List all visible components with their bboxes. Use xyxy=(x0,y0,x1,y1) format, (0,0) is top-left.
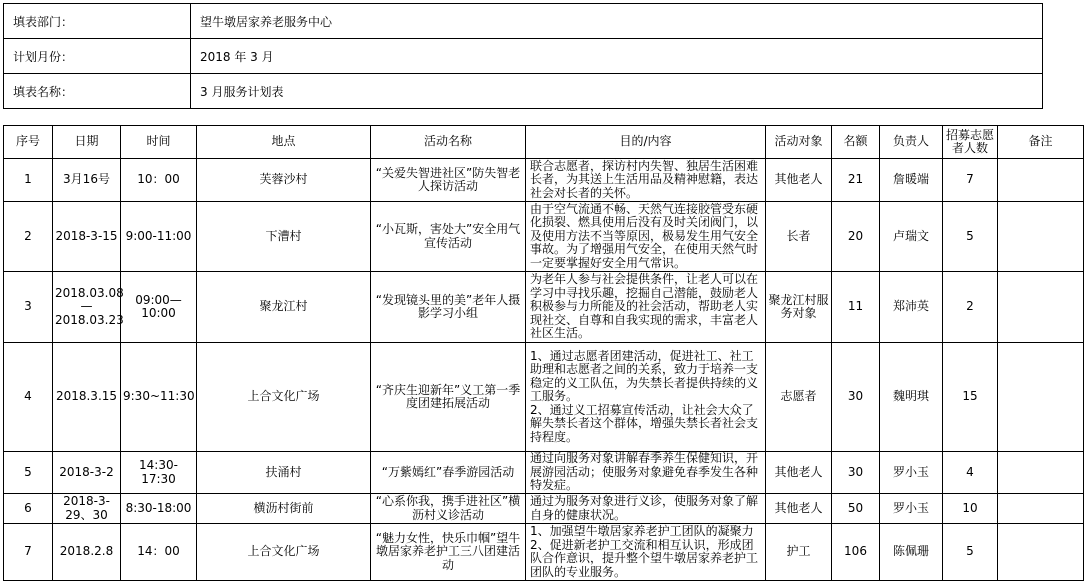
cell-remarks xyxy=(998,494,1084,524)
cell-activity: “小瓦斯，害处大”安全用气宣传活动 xyxy=(371,202,526,272)
col-header-purpose: 目的/内容 xyxy=(526,126,766,159)
cell-date: 2018.03.08—2018.03.23 xyxy=(53,272,121,343)
plan-month-value: 2018 年 3 月 xyxy=(191,39,1043,74)
cell-quota: 30 xyxy=(832,343,880,452)
table-row xyxy=(4,524,1084,581)
cell-seq: 7 xyxy=(4,524,53,581)
cell-owner: 罗小玉 xyxy=(880,452,943,494)
cell-purpose xyxy=(526,524,766,581)
purpose-line: 2、通过义工招募宣传活动，让社会大众了解失禁长者这个群体，增强失禁长者社会支持程度。 xyxy=(530,402,759,444)
cell-volunteers: 5 xyxy=(943,202,998,272)
cell-place: 芙蓉沙村 xyxy=(197,159,371,202)
cell-place: 横沥村街前 xyxy=(197,494,371,524)
col-header-time: 时间 xyxy=(121,126,197,159)
table-row xyxy=(4,494,1084,524)
header-row-month xyxy=(4,39,1043,74)
col-header-remarks: 备注 xyxy=(998,126,1084,159)
cell-remarks xyxy=(998,202,1084,272)
cell-time: 8:30-18:00 xyxy=(121,494,197,524)
cell-remarks xyxy=(998,343,1084,452)
cell-date: 2018.3.15 xyxy=(53,343,121,452)
service-plan-table xyxy=(3,125,1084,581)
cell-owner: 陈佩珊 xyxy=(880,524,943,581)
cell-date: 2018.2.8 xyxy=(53,524,121,581)
cell-target: 其他老人 xyxy=(766,494,832,524)
table-row xyxy=(4,159,1084,202)
cell-time: 9:30~11:30 xyxy=(121,343,197,452)
cell-target: 其他老人 xyxy=(766,452,832,494)
cell-quota: 11 xyxy=(832,272,880,343)
cell-volunteers: 15 xyxy=(943,343,998,452)
cell-volunteers: 4 xyxy=(943,452,998,494)
header-row-department xyxy=(4,4,1043,39)
cell-owner: 魏明琪 xyxy=(880,343,943,452)
form-name-value: 3 月服务计划表 xyxy=(191,74,1043,109)
cell-date: 2018-3-29、30 xyxy=(53,494,121,524)
cell-place: 下漕村 xyxy=(197,202,371,272)
col-header-seq: 序号 xyxy=(4,126,53,159)
form-header xyxy=(3,3,1043,109)
cell-target: 护工 xyxy=(766,524,832,581)
cell-date: 3月16号 xyxy=(53,159,121,202)
header-row-name xyxy=(4,74,1043,109)
cell-remarks xyxy=(998,272,1084,343)
cell-purpose: 联合志愿者，探访村内失智、独居生活困难长者，为其送上生活用品及精神慰籍，表达社会对长者的关怀。 xyxy=(526,159,766,202)
department-value: 望牛墩居家养老服务中心 xyxy=(191,4,1043,39)
cell-volunteers: 2 xyxy=(943,272,998,343)
cell-seq: 3 xyxy=(4,272,53,343)
cell-activity: “齐庆生迎新年”义工第一季度团建拓展活动 xyxy=(371,343,526,452)
cell-target: 长者 xyxy=(766,202,832,272)
department-label: 填表部门： xyxy=(4,4,191,39)
cell-seq: 4 xyxy=(4,343,53,452)
cell-seq: 6 xyxy=(4,494,53,524)
cell-place: 上合文化广场 xyxy=(197,343,371,452)
cell-seq: 1 xyxy=(4,159,53,202)
cell-remarks xyxy=(998,159,1084,202)
cell-quota: 30 xyxy=(832,452,880,494)
col-header-place: 地点 xyxy=(197,126,371,159)
col-header-date: 日期 xyxy=(53,126,121,159)
cell-remarks xyxy=(998,524,1084,581)
table-row xyxy=(4,272,1084,343)
table-header-row xyxy=(4,126,1084,159)
purpose-line: 2、促进新老护工交流和相互认识，形成团队合作意识，提升整个望牛墩居家养老护工团队的专业服务。 xyxy=(530,537,759,579)
cell-time: 9:00-11:00 xyxy=(121,202,197,272)
cell-seq: 2 xyxy=(4,202,53,272)
cell-purpose: 通过向服务对象讲解春季养生保健知识，开展游园活动；使服务对象避免春季发生各种特发症。 xyxy=(526,452,766,494)
col-header-target: 活动对象 xyxy=(766,126,832,159)
cell-activity: “魅力女性，快乐巾帼”望牛墩居家养老护工三八团建活动 xyxy=(371,524,526,581)
cell-place: 聚龙江村 xyxy=(197,272,371,343)
cell-quota: 50 xyxy=(832,494,880,524)
purpose-line: 1、加强望牛墩居家养老护工团队的凝聚力 xyxy=(530,524,754,538)
col-header-volunteers: 招募志愿者人数 xyxy=(943,126,998,159)
col-header-activity: 活动名称 xyxy=(371,126,526,159)
cell-purpose: 由于空气流通不畅、天然气连接胶管受东硬化损裂、燃具使用后没有及时关闭阀门，以及使用方法不当等原因，极易发生用气安全事故。为了增强用气安全，在使用天然气时一定要掌握好安全用气常识。 xyxy=(526,202,766,272)
cell-quota: 20 xyxy=(832,202,880,272)
cell-owner: 郑沛英 xyxy=(880,272,943,343)
cell-activity: “关爱失智进社区”防失智老人探访活动 xyxy=(371,159,526,202)
cell-place: 扶涌村 xyxy=(197,452,371,494)
cell-owner: 卢瑞文 xyxy=(880,202,943,272)
cell-volunteers: 5 xyxy=(943,524,998,581)
cell-volunteers: 7 xyxy=(943,159,998,202)
table-row xyxy=(4,452,1084,494)
cell-target: 志愿者 xyxy=(766,343,832,452)
cell-activity: “心系你我，携手进社区”横沥村义诊活动 xyxy=(371,494,526,524)
purpose-line: 1、通过志愿者团建活动，促进社工、社工助理和志愿者之间的关系，致力于培养一支稳定的义工队伍，为失禁长者提供持续的义工服务。 xyxy=(530,348,759,404)
table-row xyxy=(4,202,1084,272)
cell-activity: “发现镜头里的美”老年人摄影学习小组 xyxy=(371,272,526,343)
cell-volunteers: 10 xyxy=(943,494,998,524)
table-row xyxy=(4,343,1084,452)
col-header-owner: 负责人 xyxy=(880,126,943,159)
cell-owner: 罗小玉 xyxy=(880,494,943,524)
cell-remarks xyxy=(998,452,1084,494)
col-header-quota: 名额 xyxy=(832,126,880,159)
cell-time: 10：00 xyxy=(121,159,197,202)
cell-time: 14：00 xyxy=(121,524,197,581)
cell-quota: 21 xyxy=(832,159,880,202)
cell-purpose xyxy=(526,343,766,452)
cell-owner: 詹暖端 xyxy=(880,159,943,202)
cell-date: 2018-3-2 xyxy=(53,452,121,494)
cell-seq: 5 xyxy=(4,452,53,494)
cell-time: 14:30-17:30 xyxy=(121,452,197,494)
cell-target: 其他老人 xyxy=(766,159,832,202)
plan-month-label: 计划月份： xyxy=(4,39,191,74)
cell-purpose: 为老年人参与社会提供条件，让老人可以在学习中寻找乐趣，挖掘自己潜能，鼓励老人积极参与力所能及的社会活动，帮助老人实现社交、自尊和自我实现的需求，丰富老人社区生活。 xyxy=(526,272,766,343)
form-name-label: 填表名称： xyxy=(4,74,191,109)
cell-target: 聚龙江村服务对象 xyxy=(766,272,832,343)
cell-quota: 106 xyxy=(832,524,880,581)
cell-time: 09:00—10:00 xyxy=(121,272,197,343)
cell-place: 上合文化广场 xyxy=(197,524,371,581)
cell-purpose: 通过为服务对象进行义诊，使服务对象了解自身的健康状况。 xyxy=(526,494,766,524)
cell-date: 2018-3-15 xyxy=(53,202,121,272)
cell-activity: “万紫嫣红”春季游园活动 xyxy=(371,452,526,494)
